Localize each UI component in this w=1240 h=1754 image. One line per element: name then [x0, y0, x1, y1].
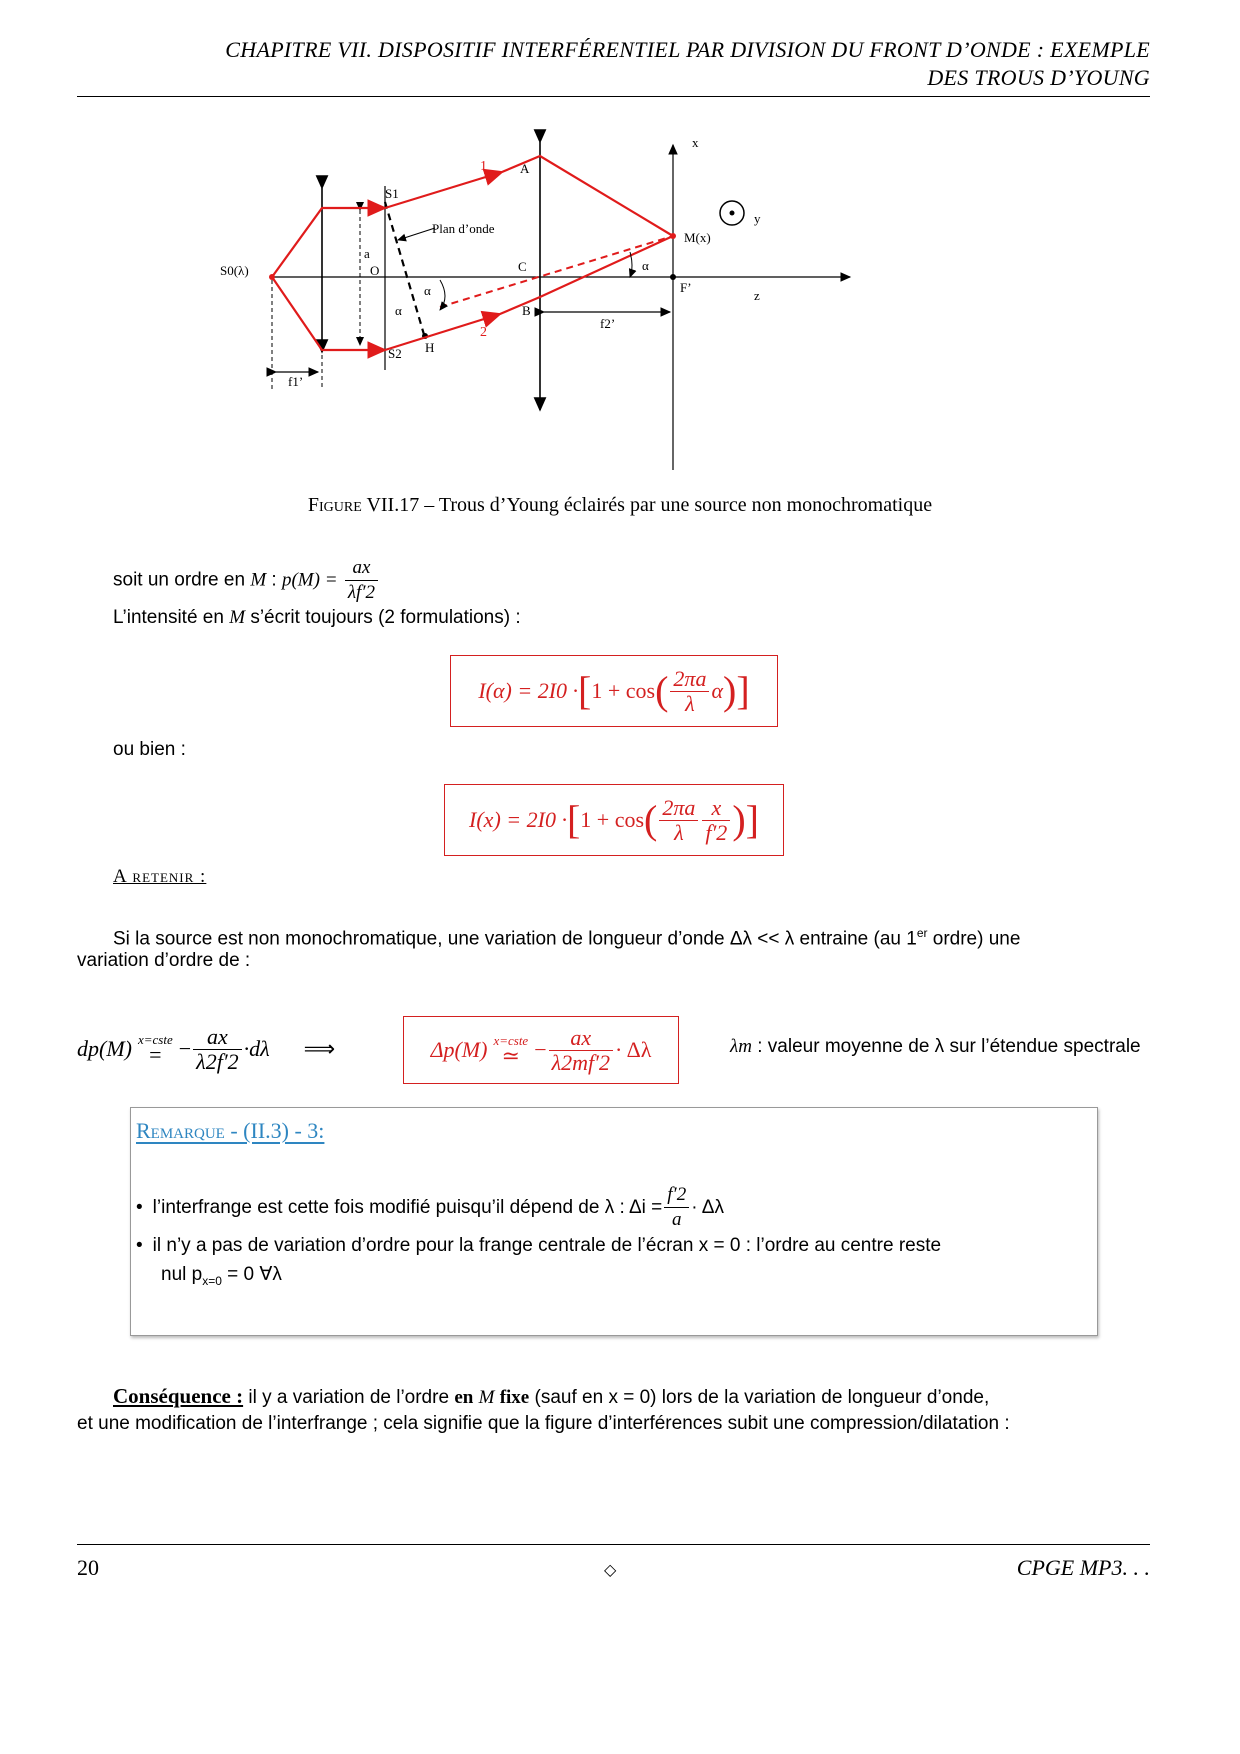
label-s1: S1: [385, 186, 399, 201]
label-ray-1: 1: [480, 159, 487, 174]
retenir-paragraph: Si la source est non monochromatique, une variation de longueur d’onde Δλ << λ entraine (au 1er ordre) une: [113, 926, 1021, 950]
label-H: H: [425, 340, 435, 355]
header-line-2: DES TROUS D’YOUNG: [927, 65, 1150, 90]
label-f2: f2’: [600, 316, 616, 331]
ray-1: [385, 172, 502, 208]
equation-intensity-x: I(x) = 2I0 · [ 1 + cos ( $\frac{2\pi a}{\lambda}$ $\frac{x}{f'2}$ ) ]: [444, 784, 784, 856]
intensity-sentence: L’intensité en M s’écrit toujours (2 formulations) :: [113, 607, 521, 628]
label-alpha-1: α: [424, 283, 431, 298]
page-number: 20: [77, 1555, 99, 1580]
label-alpha-2: α: [395, 303, 402, 318]
footer-rule: [77, 1544, 1150, 1545]
header-rule: [77, 96, 1150, 97]
footer-right: CPGE MP3. . .: [1016, 1555, 1150, 1580]
label-s2: S2: [388, 346, 402, 361]
a-retenir-heading: A retenir :: [113, 866, 207, 887]
remark-bullet-1: • l’interfrange est cette fois modifié puisqu’il dépend de λ : Δi = $\frac{f'2}{a}$ · Δλ: [136, 1184, 724, 1230]
lambda-m-definition: λm : valeur moyenne de λ sur l’étendue spectrale: [730, 1036, 1141, 1057]
label-A: A: [520, 161, 530, 176]
label-B: B: [522, 303, 531, 318]
remark-bullet-2-cont: nul $p_{x=0} = 0$ ∀λ: [161, 1264, 282, 1288]
order-line: soit un ordre en M : p(M) = $\frac{ax}{\lambda f'2}$: [113, 556, 380, 605]
equation-intensity-alpha: I(α) = 2I0 · [ 1 + cos ( $\frac{2\pi a}{\lambda}$ α ) ]: [450, 655, 778, 727]
label-alpha-3: α: [642, 258, 649, 273]
label-f: F’: [680, 280, 692, 295]
consequence-line-2: et une modification de l’interfrange ; cela signifie que la figure d’interférences subit une compression/dilatation :: [77, 1413, 1010, 1434]
label-a: a: [364, 246, 370, 261]
order-variation-equation: dp(M) x=cste = − $\frac{ax}{\lambda 2f'2}$ ·dλ ⟹: [77, 1023, 336, 1074]
central-ray-dashed: [440, 236, 673, 307]
figure-caption: Figure VII.17 – Trous d’Young éclairés par une source non monochromatique: [307, 494, 933, 516]
label-ray-2: 2: [480, 325, 487, 340]
remark-title: Remarque - (II.3) - 3:: [136, 1118, 325, 1143]
order-variation-box: Δp(M) x=cste ≃ − $\frac{ax}{\lambda 2mf'2}$ · Δλ: [403, 1016, 679, 1084]
label-f1: f1’: [288, 374, 304, 389]
label-z: z: [754, 288, 760, 303]
running-header: [77, 36, 1150, 92]
label-s0: S0(λ): [220, 263, 249, 278]
young-holes-diagram: [220, 135, 880, 480]
ou-bien: ou bien :: [113, 739, 186, 760]
remark-bullet-2: • il n’y a pas de variation d’ordre pour la frange centrale de l’écran x = 0 : l’ordre au centre reste: [136, 1235, 942, 1256]
label-y: y: [754, 211, 761, 226]
wave-plane: [385, 202, 425, 338]
label-plan: Plan d’onde: [432, 221, 495, 236]
consequence-line-1: Conséquence : il y a variation de l’ordre en M fixe (sauf en x = 0) lors de la variation de longueur d’onde,: [113, 1384, 990, 1408]
label-o: O: [370, 263, 380, 278]
label-m: M(x): [684, 230, 711, 245]
retenir-paragraph-2: variation d’ordre de :: [77, 950, 251, 971]
ray-source-top: [272, 208, 385, 277]
ray-source-bottom: [272, 277, 385, 350]
label-c: C: [518, 259, 527, 274]
label-x: x: [692, 135, 699, 150]
header-line-1: CHAPITRE VII. DISPOSITIF INTERFÉRENTIEL PAR DIVISION DU FRONT D’ONDE : EXEMPLE: [225, 37, 1150, 62]
footer-diamond: ◇: [604, 1562, 617, 1579]
